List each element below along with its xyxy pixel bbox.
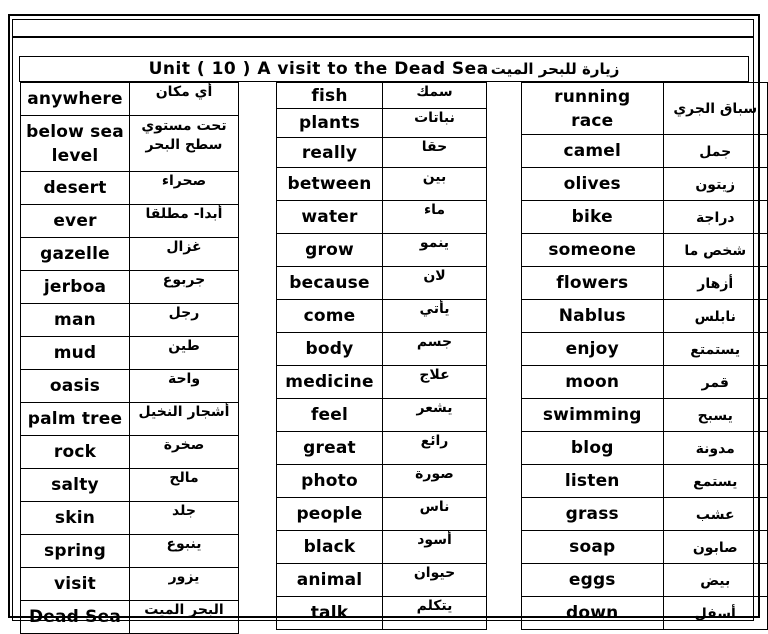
english-word: down: [522, 597, 664, 630]
arabic-meaning: سمك: [383, 83, 487, 109]
arabic-meaning: يأتي: [383, 300, 487, 333]
arabic-meaning: حقا: [383, 138, 487, 168]
table-row: [522, 168, 768, 201]
arabic-meaning: سباق الجري: [663, 83, 768, 135]
english-word: black: [277, 531, 383, 564]
english-word: eggs: [522, 564, 664, 597]
table-row: [522, 432, 768, 465]
arabic-meaning: بيض: [663, 564, 768, 597]
arabic-meaning: ينمو: [383, 234, 487, 267]
table-row: [21, 337, 239, 370]
table-row: [522, 267, 768, 300]
table-row: [277, 399, 487, 432]
table-row: [277, 109, 487, 138]
english-word: flowers: [522, 267, 664, 300]
arabic-meaning: صخرة: [130, 436, 239, 469]
arabic-meaning: لان: [383, 267, 487, 300]
english-word: mud: [21, 337, 130, 370]
table-row: [277, 138, 487, 168]
arabic-meaning: واحة: [130, 370, 239, 403]
table-row: [277, 531, 487, 564]
arabic-meaning: جلد: [130, 502, 239, 535]
english-word: oasis: [21, 370, 130, 403]
english-word: camel: [522, 135, 664, 168]
english-word: skin: [21, 502, 130, 535]
arabic-meaning: غزال: [130, 238, 239, 271]
table-row: [21, 535, 239, 568]
table-row: [21, 601, 239, 634]
arabic-meaning: مدونة: [663, 432, 768, 465]
english-word: photo: [277, 465, 383, 498]
english-word: plants: [277, 109, 383, 138]
arabic-meaning: رائع: [383, 432, 487, 465]
arabic-meaning: مالح: [130, 469, 239, 502]
english-word: enjoy: [522, 333, 664, 366]
table-row: [522, 531, 768, 564]
english-word: visit: [21, 568, 130, 601]
english-word: grow: [277, 234, 383, 267]
arabic-meaning: دراجة: [663, 201, 768, 234]
arabic-meaning: يتكلم: [383, 597, 487, 630]
arabic-meaning: نابلس: [663, 300, 768, 333]
table-row: [21, 469, 239, 502]
table-row: [21, 304, 239, 337]
table-row: [522, 83, 768, 135]
table-row: [277, 465, 487, 498]
table-row: [21, 370, 239, 403]
english-word: olives: [522, 168, 664, 201]
arabic-meaning: زيتون: [663, 168, 768, 201]
arabic-meaning: البحر الميت: [130, 601, 239, 634]
arabic-meaning: جمل: [663, 135, 768, 168]
english-word: feel: [277, 399, 383, 432]
arabic-meaning: أزهار: [663, 267, 768, 300]
arabic-meaning: يزور: [130, 568, 239, 601]
arabic-meaning: عشب: [663, 498, 768, 531]
table-row: [522, 333, 768, 366]
arabic-meaning: صحراء: [130, 172, 239, 205]
arabic-meaning: تحت مستوي سطح البحر: [130, 116, 239, 172]
english-word: grass: [522, 498, 664, 531]
english-word: fish: [277, 83, 383, 109]
arabic-meaning: صورة: [383, 465, 487, 498]
english-word: listen: [522, 465, 664, 498]
english-word: Nablus: [522, 300, 664, 333]
table-row: [21, 172, 239, 205]
table-row: [277, 333, 487, 366]
english-word: people: [277, 498, 383, 531]
table-row: [277, 83, 487, 109]
english-word: animal: [277, 564, 383, 597]
table-row: [277, 234, 487, 267]
table-row: [277, 168, 487, 201]
vocab-table-column-2: [276, 82, 487, 630]
arabic-meaning: ينبوع: [130, 535, 239, 568]
english-word: really: [277, 138, 383, 168]
arabic-meaning: جربوع: [130, 271, 239, 304]
arabic-meaning: علاج: [383, 366, 487, 399]
english-word: great: [277, 432, 383, 465]
english-word: someone: [522, 234, 664, 267]
english-word: between: [277, 168, 383, 201]
table-row: [21, 502, 239, 535]
vocab-table-column-1: [20, 82, 239, 634]
table-row: [277, 498, 487, 531]
table-row: [522, 135, 768, 168]
arabic-meaning: صابون: [663, 531, 768, 564]
table-row: [21, 568, 239, 601]
english-word: gazelle: [21, 238, 130, 271]
table-row: [277, 300, 487, 333]
table-row: [277, 267, 487, 300]
english-word: Dead Sea: [21, 601, 130, 634]
arabic-meaning: نباتات: [383, 109, 487, 138]
english-word: man: [21, 304, 130, 337]
table-row: [522, 399, 768, 432]
english-word: medicine: [277, 366, 383, 399]
arabic-meaning: أسفل: [663, 597, 768, 630]
english-word: come: [277, 300, 383, 333]
arabic-meaning: جسم: [383, 333, 487, 366]
unit-title: [19, 56, 749, 82]
english-word: anywhere: [21, 83, 130, 116]
arabic-meaning: يستمع: [663, 465, 768, 498]
arabic-meaning: أبدا- مطلقا: [130, 205, 239, 238]
english-word: swimming: [522, 399, 664, 432]
arabic-meaning: ناس: [383, 498, 487, 531]
arabic-meaning: يسبح: [663, 399, 768, 432]
table-row: [522, 201, 768, 234]
arabic-meaning: أي مكان: [130, 83, 239, 116]
english-word: rock: [21, 436, 130, 469]
english-word: because: [277, 267, 383, 300]
header-rule: [12, 36, 753, 38]
english-word: talk: [277, 597, 383, 630]
unit-title-arabic: زيارة للبحر الميت: [490, 60, 620, 78]
table-row: [522, 300, 768, 333]
english-word: blog: [522, 432, 664, 465]
english-word: ever: [21, 205, 130, 238]
table-row: [21, 205, 239, 238]
arabic-meaning: حيوان: [383, 564, 487, 597]
arabic-meaning: شخص ما: [663, 234, 768, 267]
arabic-meaning: أسود: [383, 531, 487, 564]
english-word: bike: [522, 201, 664, 234]
english-word: jerboa: [21, 271, 130, 304]
arabic-meaning: ماء: [383, 201, 487, 234]
english-word: below sea level: [21, 116, 130, 172]
arabic-meaning: طين: [130, 337, 239, 370]
table-row: [21, 436, 239, 469]
table-row: [21, 403, 239, 436]
table-row: [21, 238, 239, 271]
english-word: water: [277, 201, 383, 234]
english-word: running race: [522, 83, 664, 135]
table-row: [522, 465, 768, 498]
arabic-meaning: أشجار النخيل: [130, 403, 239, 436]
table-row: [277, 597, 487, 630]
table-row: [277, 366, 487, 399]
arabic-meaning: قمر: [663, 366, 768, 399]
vocab-table-column-3: [521, 82, 768, 630]
table-row: [522, 234, 768, 267]
english-word: spring: [21, 535, 130, 568]
english-word: soap: [522, 531, 664, 564]
arabic-meaning: رجل: [130, 304, 239, 337]
table-row: [522, 597, 768, 630]
arabic-meaning: يستمتع: [663, 333, 768, 366]
english-word: body: [277, 333, 383, 366]
arabic-meaning: يشعر: [383, 399, 487, 432]
table-row: [277, 432, 487, 465]
table-row: [277, 201, 487, 234]
english-word: palm tree: [21, 403, 130, 436]
arabic-meaning: بين: [383, 168, 487, 201]
table-row: [522, 366, 768, 399]
english-word: salty: [21, 469, 130, 502]
table-row: [522, 498, 768, 531]
unit-title-english: Unit ( 10 ) A visit to the Dead Sea: [148, 59, 489, 79]
table-row: [21, 116, 239, 172]
english-word: moon: [522, 366, 664, 399]
english-word: desert: [21, 172, 130, 205]
table-row: [21, 83, 239, 116]
table-row: [21, 271, 239, 304]
